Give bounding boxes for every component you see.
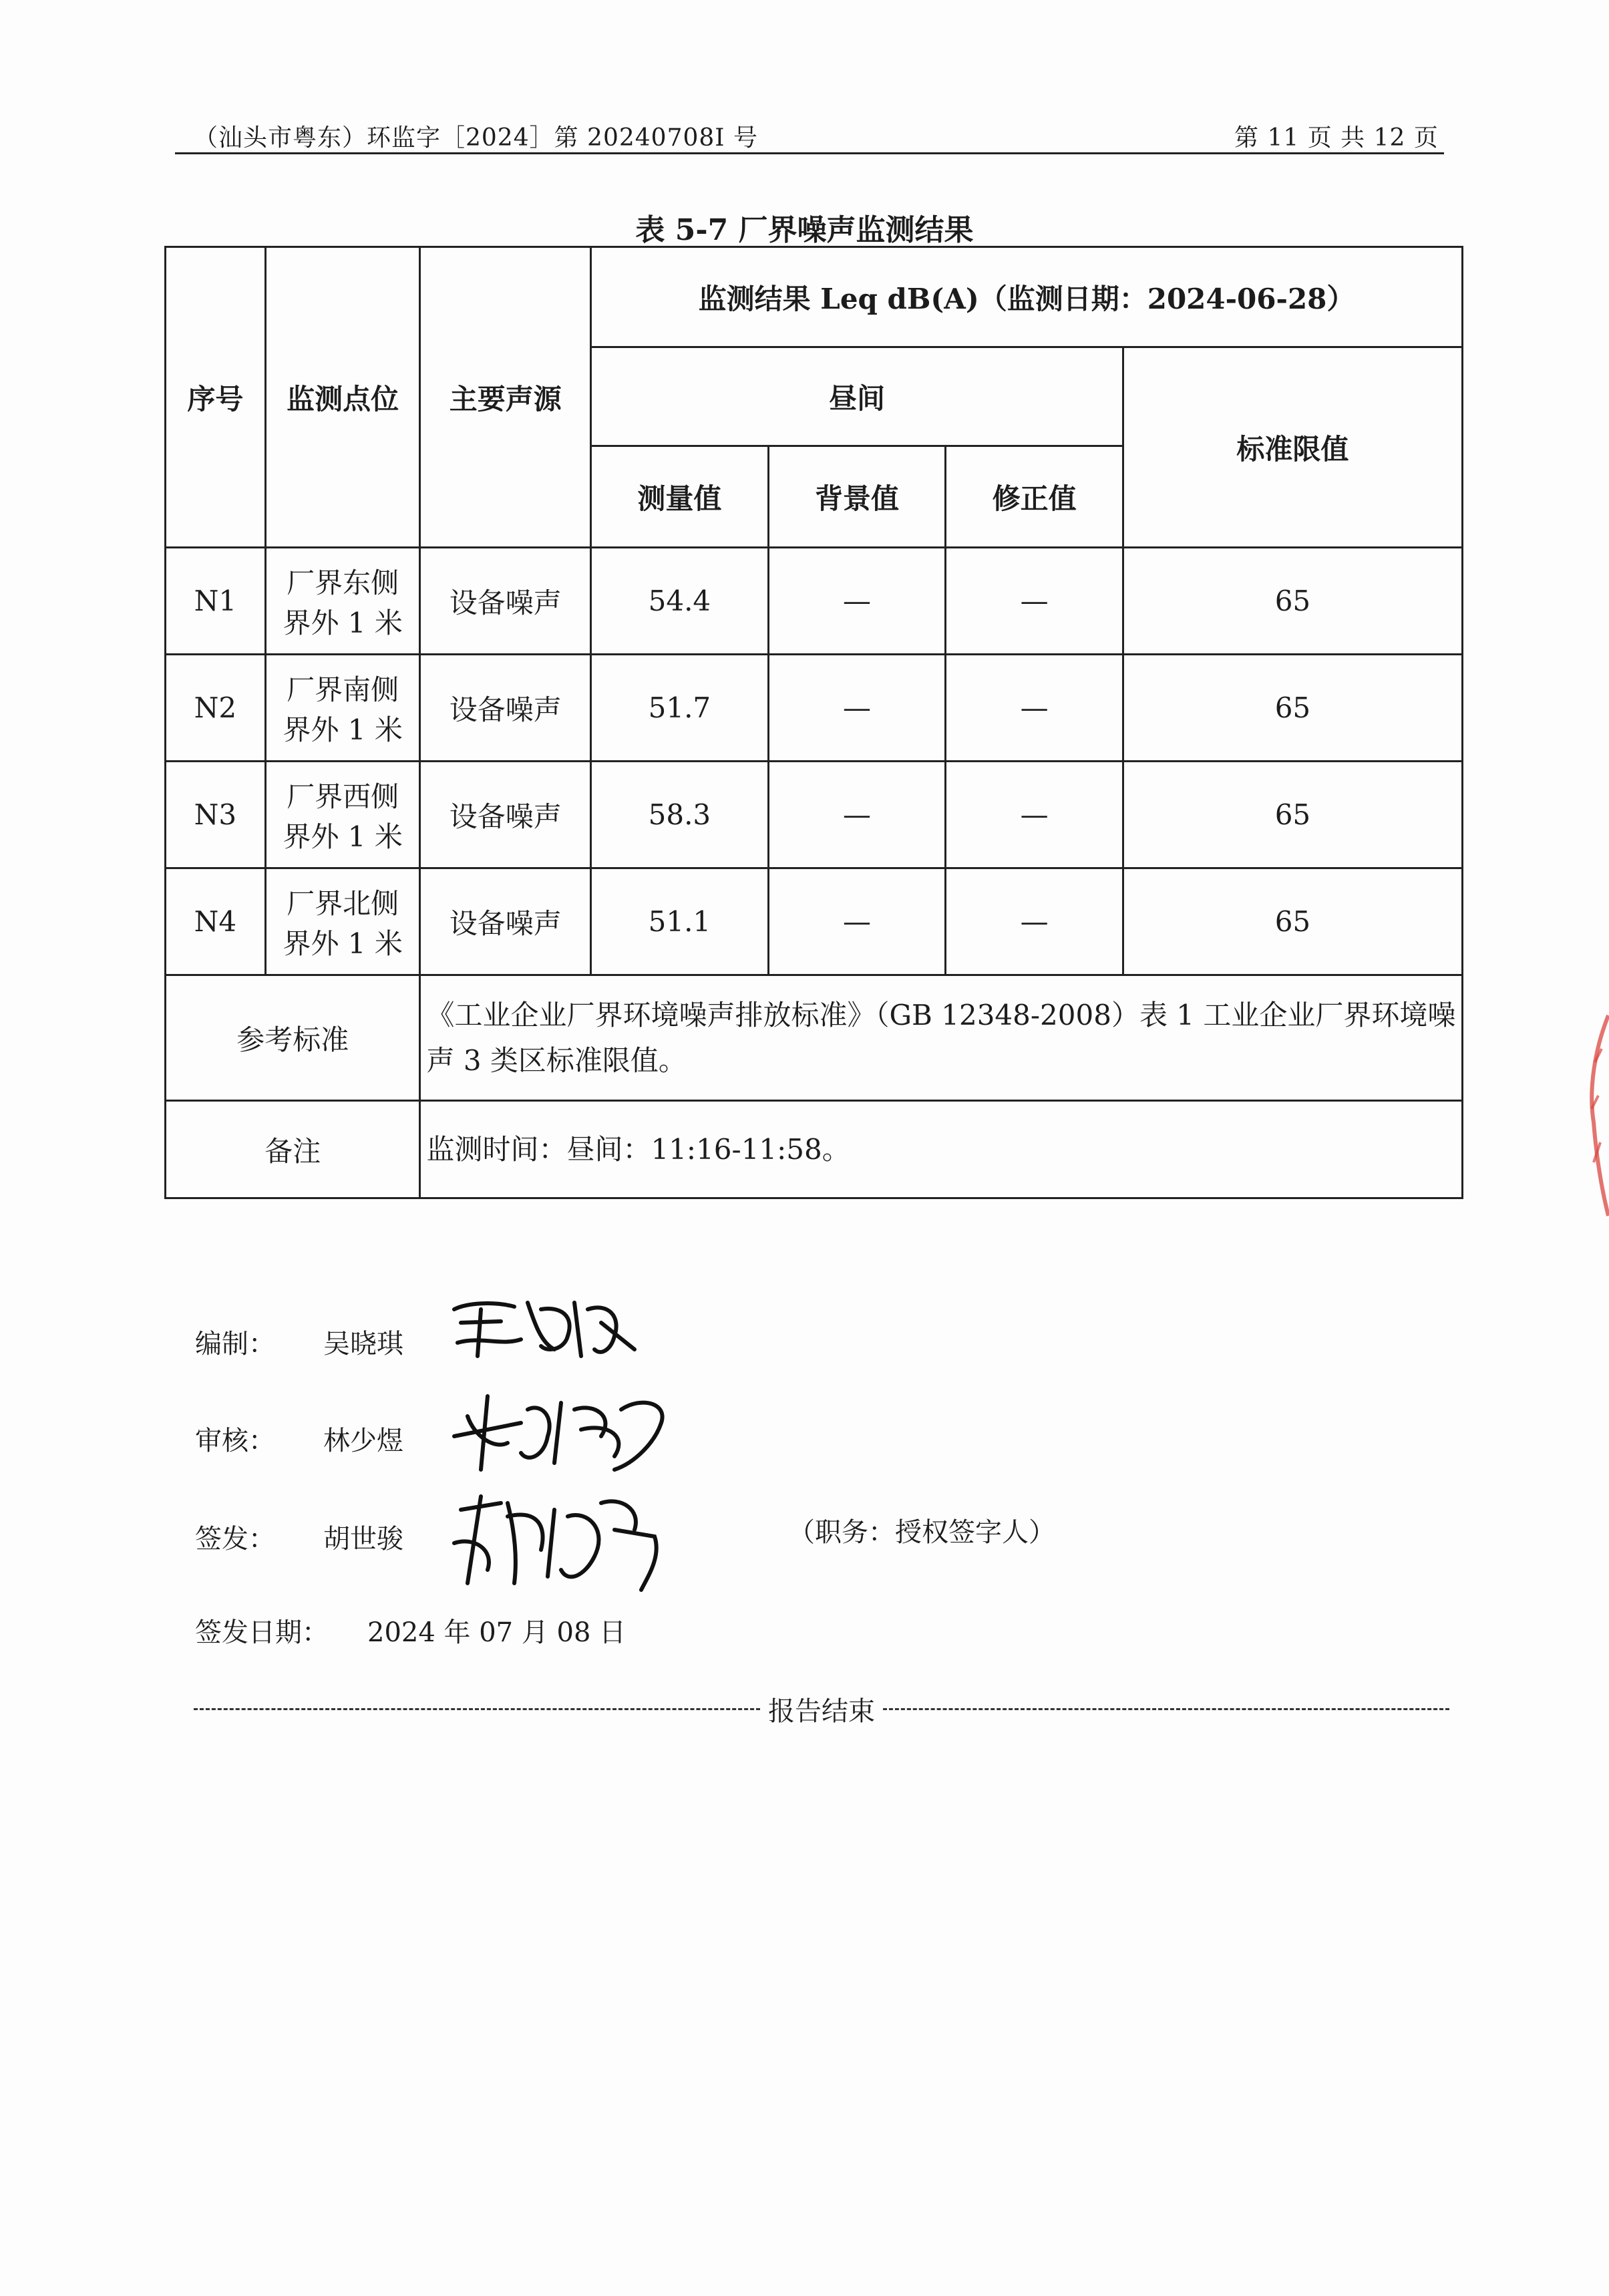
cell-point-line2: 界外 1 米 <box>283 713 403 746</box>
cell-limit: 65 <box>1123 762 1462 868</box>
issue-date-label: 签发日期： <box>195 1617 329 1648</box>
note-label: 备注 <box>166 1101 420 1198</box>
cell-source: 设备噪声 <box>420 868 591 975</box>
header-limit: 标准限值 <box>1123 347 1462 548</box>
table-title: 表 5-7 厂界噪声监测结果 <box>635 213 974 247</box>
compiler-name: 吴晓琪 <box>323 1329 403 1359</box>
reference-row <box>166 975 1463 1101</box>
cell-limit: 65 <box>1123 655 1462 762</box>
cell-background: — <box>768 655 946 762</box>
cell-corrected: — <box>946 655 1123 762</box>
cell-seq: N2 <box>166 655 266 762</box>
cell-background: — <box>768 868 946 975</box>
report-number: （汕头市粤东）环监字［2024］第 20240708I 号 <box>194 124 758 152</box>
cell-seq: N4 <box>166 868 266 975</box>
header-measured: 测量值 <box>591 446 769 548</box>
table-row <box>166 655 1463 762</box>
cell-background: — <box>768 762 946 868</box>
compiler-signature <box>441 1283 641 1369</box>
header-corrected: 修正值 <box>946 446 1123 548</box>
cell-point <box>265 655 420 762</box>
table-row <box>166 548 1463 655</box>
cell-source: 设备噪声 <box>420 762 591 868</box>
note-row <box>166 1101 1463 1198</box>
header-rule <box>175 152 1444 154</box>
reference-text: 《工业企业厂界环境噪声排放标准》（GB 12348-2008）表 1 工业企业厂界环境噪声 3 类区标准限值。 <box>420 975 1463 1101</box>
cell-measured: 51.1 <box>591 868 769 975</box>
report-end-line <box>194 1690 1449 1728</box>
cell-corrected: — <box>946 762 1123 868</box>
cell-measured: 54.4 <box>591 548 769 655</box>
cell-point-line1: 厂界北侧 <box>287 886 399 920</box>
note-text: 监测时间：昼间：11:16-11:58。 <box>420 1101 1463 1198</box>
cell-corrected: — <box>946 868 1123 975</box>
table-header-row-1 <box>166 247 1463 347</box>
table-row <box>166 762 1463 868</box>
partial-red-stamp <box>1582 1009 1609 1222</box>
cell-source: 设备噪声 <box>420 548 591 655</box>
cell-corrected: — <box>946 548 1123 655</box>
header-seq: 序号 <box>166 247 266 548</box>
noise-results-table <box>164 246 1463 1199</box>
cell-point-line2: 界外 1 米 <box>283 820 403 853</box>
cell-point-line2: 界外 1 米 <box>283 927 403 960</box>
end-dash-right <box>883 1708 1449 1710</box>
issue-date: 2024 年 07 月 08 日 <box>367 1617 627 1648</box>
cell-seq: N3 <box>166 762 266 868</box>
cell-measured: 51.7 <box>591 655 769 762</box>
table-row <box>166 868 1463 975</box>
issuer-name: 胡世骏 <box>323 1524 403 1554</box>
header-result: 监测结果 Leq dB(A)（监测日期：2024-06-28） <box>591 247 1463 347</box>
cell-point <box>265 548 420 655</box>
reference-label: 参考标准 <box>166 975 420 1101</box>
cell-point <box>265 762 420 868</box>
issuer-role: （职务：授权签字人） <box>788 1517 1055 1548</box>
cell-point-line1: 厂界南侧 <box>287 673 399 706</box>
cell-point-line2: 界外 1 米 <box>283 606 403 639</box>
cell-limit: 65 <box>1123 548 1462 655</box>
issuer-signature <box>441 1476 668 1597</box>
header-point: 监测点位 <box>265 247 420 548</box>
page-indicator: 第 11 页 共 12 页 <box>1234 124 1439 152</box>
report-end-text: 报告结束 <box>768 1696 875 1727</box>
cell-seq: N1 <box>166 548 266 655</box>
cell-point-line1: 厂界西侧 <box>287 780 399 813</box>
cell-source: 设备噪声 <box>420 655 591 762</box>
cell-measured: 58.3 <box>591 762 769 868</box>
cell-limit: 65 <box>1123 868 1462 975</box>
reviewer-signature <box>441 1376 681 1483</box>
reviewer-name: 林少煜 <box>323 1426 403 1456</box>
cell-background: — <box>768 548 946 655</box>
issuer-label: 签发： <box>195 1524 275 1554</box>
reviewer-label: 审核： <box>195 1426 275 1456</box>
header-background: 背景值 <box>768 446 946 548</box>
cell-point-line1: 厂界东侧 <box>287 566 399 599</box>
header-daytime: 昼间 <box>591 347 1123 446</box>
cell-point <box>265 868 420 975</box>
header-source: 主要声源 <box>420 247 591 548</box>
end-dash-left <box>194 1708 760 1710</box>
compiler-label: 编制： <box>195 1329 275 1359</box>
